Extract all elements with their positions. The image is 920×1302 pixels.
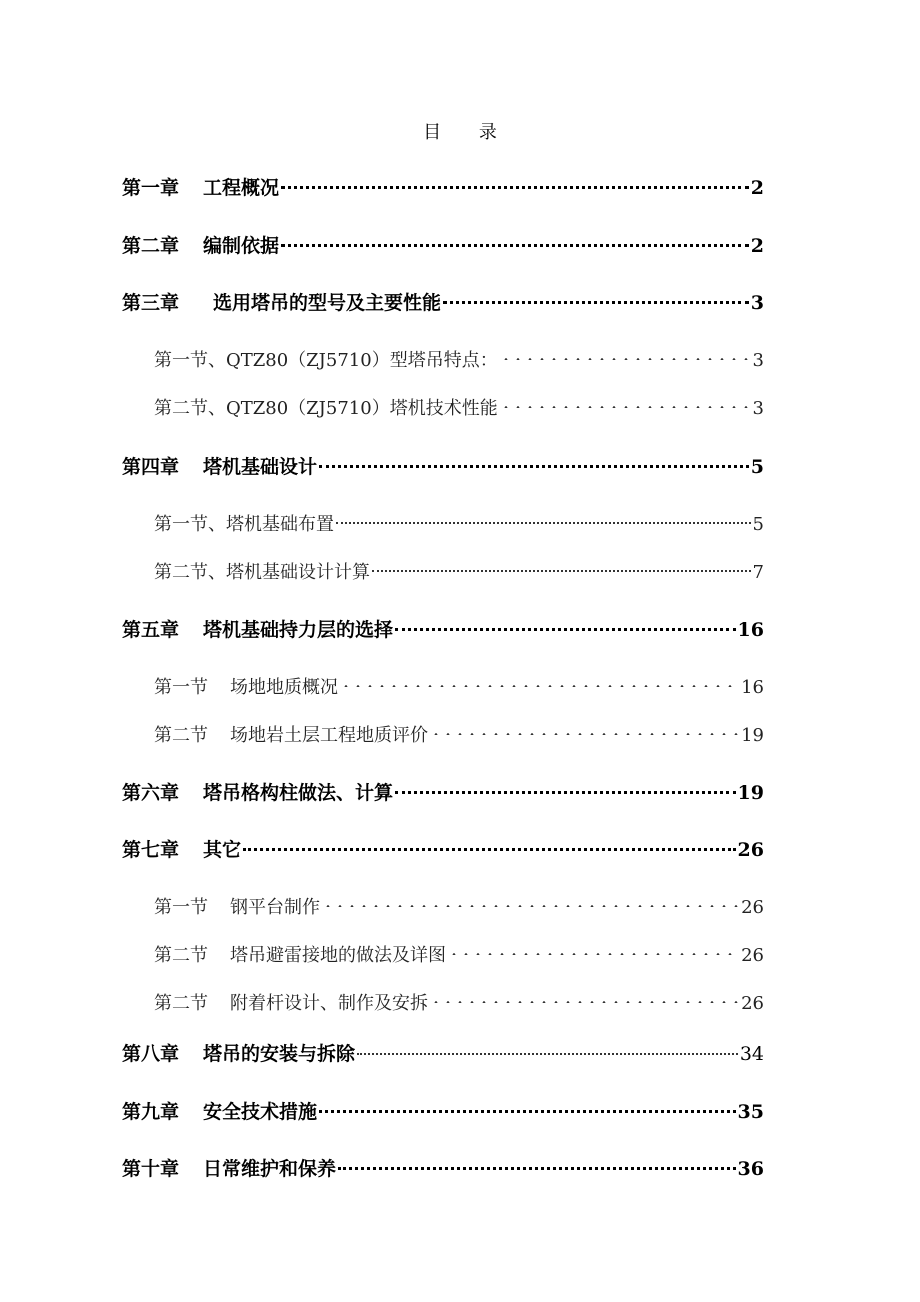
toc-leader — [243, 832, 736, 856]
toc-title: 目 录 — [423, 122, 513, 143]
toc-entry-page: 26 — [741, 945, 764, 966]
toc-entry-label: 其它 — [203, 839, 242, 861]
toc-entry-chapter-10[interactable] — [122, 1151, 764, 1180]
toc-entry-number: 第二节 — [154, 993, 208, 1014]
toc-entry-label: 工程概况 — [203, 177, 280, 199]
toc-entry-page: 16 — [741, 677, 764, 698]
toc-entry-chapter-6[interactable] — [122, 775, 764, 804]
toc-entry-label: 钢平台制作 — [230, 897, 320, 918]
toc-entry-chapter-4[interactable] — [122, 449, 764, 478]
toc-entry-number: 第二节、 — [154, 398, 226, 419]
toc-entry-label: 塔机基础设计计算 — [226, 562, 370, 583]
toc-entry-label: 编制依据 — [203, 235, 280, 257]
toc-entry-page: 35 — [737, 1101, 764, 1123]
toc-entry-section-3-1[interactable] — [154, 342, 764, 371]
toc-entry-section-7-3[interactable] — [154, 985, 764, 1014]
toc-leader — [430, 985, 739, 1009]
toc-entry-label: 日常维护和保养 — [203, 1158, 337, 1180]
toc-entry-label: 场地岩土层工程地质评价 — [230, 725, 428, 746]
toc-entry-page: 2 — [750, 177, 764, 199]
toc-entry-page: 5 — [752, 514, 764, 535]
toc-leader — [443, 285, 749, 309]
toc-entry-page: 7 — [752, 562, 764, 583]
toc-entry-label: 塔机基础设计 — [203, 456, 318, 478]
toc-leader — [500, 390, 751, 414]
toc-leader — [340, 669, 739, 693]
toc-entry-label: 安全技术措施 — [203, 1101, 318, 1123]
toc-entry-chapter-1[interactable] — [122, 170, 764, 199]
toc-entry-section-4-1[interactable] — [154, 506, 764, 535]
toc-entry-page: 3 — [752, 350, 764, 371]
toc-leader — [395, 775, 736, 799]
toc-entry-section-3-2[interactable] — [154, 390, 764, 419]
toc-entry-number: 第三章 — [122, 292, 180, 314]
toc-leader — [281, 228, 749, 252]
toc-entry-page: 3 — [752, 398, 764, 419]
toc-leader — [395, 612, 736, 636]
toc-entry-chapter-7[interactable] — [122, 832, 764, 861]
toc-leader — [319, 1094, 736, 1118]
toc-entry-number: 第二节 — [154, 725, 208, 746]
toc-entry-label: 选用塔吊的型号及主要性能 — [213, 292, 442, 314]
toc-entry-page: 26 — [737, 839, 764, 861]
toc-entry-page: 26 — [741, 993, 764, 1014]
toc-leader — [500, 342, 751, 366]
toc-entry-number: 第一章 — [122, 177, 180, 199]
toc-entry-number: 第四章 — [122, 456, 180, 478]
toc-leader — [338, 1151, 736, 1175]
toc-entry-page: 3 — [750, 292, 764, 314]
toc-entry-label: 附着杆设计、制作及安拆 — [230, 993, 428, 1014]
toc-entry-number: 第二节 — [154, 945, 208, 966]
toc-entry-section-5-1[interactable] — [154, 669, 764, 698]
toc-entry-number: 第五章 — [122, 619, 180, 641]
toc-entry-chapter-2[interactable] — [122, 228, 764, 257]
toc-entry-chapter-8[interactable] — [122, 1036, 764, 1065]
toc-entry-label: 塔机基础布置 — [226, 514, 334, 535]
toc-entry-section-4-2[interactable] — [154, 554, 764, 583]
toc-entry-section-5-2[interactable] — [154, 717, 764, 746]
toc-entry-page: 36 — [737, 1158, 764, 1180]
toc-entry-page: 26 — [741, 897, 764, 918]
toc-entry-page: 16 — [737, 619, 764, 641]
toc-entry-label: 塔吊避雷接地的做法及详图 — [230, 945, 446, 966]
toc-entry-page: 19 — [741, 725, 764, 746]
toc-leader — [322, 889, 739, 913]
toc-entry-label: QTZ80（ZJ5710）塔机技术性能 — [226, 398, 498, 419]
toc-entry-number: 第一节、 — [154, 350, 226, 371]
toc-entry-page: 2 — [750, 235, 764, 257]
toc-leader — [319, 449, 749, 473]
toc-entry-section-7-1[interactable] — [154, 889, 764, 918]
toc-leader — [281, 170, 749, 194]
toc-entry-number: 第一节 — [154, 677, 208, 698]
toc-entry-chapter-5[interactable] — [122, 612, 764, 641]
toc-entry-chapter-3[interactable] — [122, 285, 764, 314]
toc-entry-number: 第一节、 — [154, 514, 226, 535]
toc-leader — [372, 554, 751, 578]
toc-entry-label: 塔吊的安装与拆除 — [203, 1043, 356, 1065]
toc-entry-label: 塔机基础持力层的选择 — [203, 619, 394, 641]
toc-entry-number: 第一节 — [154, 897, 208, 918]
toc-entry-number: 第二节、 — [154, 562, 226, 583]
toc-entry-number: 第二章 — [122, 235, 180, 257]
toc-leader — [430, 717, 739, 741]
toc-entry-page: 34 — [739, 1043, 764, 1065]
toc-leader — [336, 506, 751, 530]
toc-leader — [448, 937, 739, 961]
toc-entry-number: 第九章 — [122, 1101, 180, 1123]
toc-entry-page: 5 — [750, 456, 764, 478]
toc-entry-number: 第十章 — [122, 1158, 180, 1180]
toc-entry-number: 第八章 — [122, 1043, 180, 1065]
toc-entry-chapter-9[interactable] — [122, 1094, 764, 1123]
toc-entry-number: 第七章 — [122, 839, 180, 861]
toc-entry-section-7-2[interactable] — [154, 937, 764, 966]
toc-entry-label: QTZ80（ZJ5710）型塔吊特点： — [226, 350, 498, 371]
toc-entry-label: 塔吊格构柱做法、计算 — [203, 782, 394, 804]
toc-leader — [357, 1036, 738, 1060]
toc-entry-number: 第六章 — [122, 782, 180, 804]
toc-entry-label: 场地地质概况 — [230, 677, 338, 698]
toc-entry-page: 19 — [737, 782, 764, 804]
